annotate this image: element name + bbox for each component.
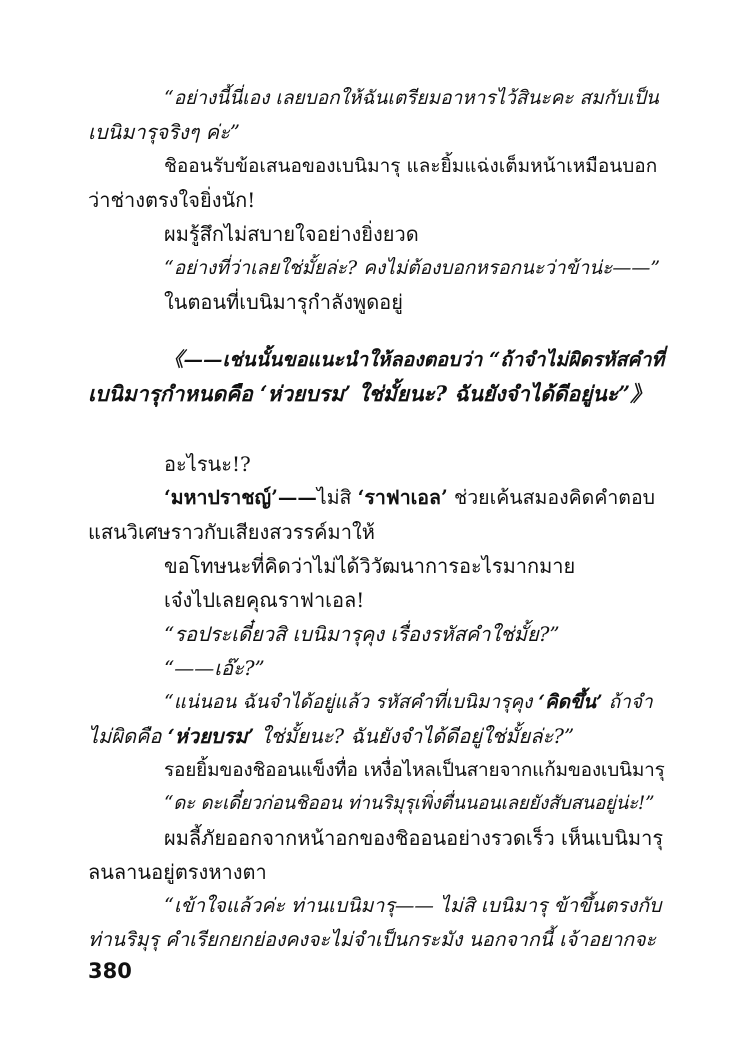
text-line-16: “——เอ๊ะ?” [164,656,265,680]
text-line-15: “รอประเดี๋ยวสิ เบนิมารุคุง เรื่องรหัสคำใช่มั้ย?” [164,622,560,646]
text-line-22: ลนลานอยู่ตรงหางตา [88,860,267,884]
text-line-6: “อย่างที่ว่าเลยใช่มั้ยล่ะ? คงไม่ต้องบอกหรอกนะว่าข้าน่ะ——” [164,257,661,279]
text-of-course: “แน่นอน ฉันจำได้อยู่แล้ว รหัสคำที่เบนิมารุคุง [164,691,533,713]
text-not: ไม่สิ [316,486,352,509]
bold-term-raphael: ‘ราฟาเอล’ [357,486,448,509]
text-not-wrong-is: ไม่ผิดคือ [88,724,162,748]
text-line-2: เบนิมารุจริงๆ ค่ะ” [88,120,241,144]
text-line-24: ท่านริมุรุ คำเรียกยกย่องคงจะไม่จำเป็นกระมัง นอกจากนี้ เจ้าอยากจะ [88,928,656,951]
text-if-remember: ถ้าจำ [608,691,653,713]
text-line-13: ขอโทษนะที่คิดว่าไม่ได้วิวัฒนาการอะไรมากมาย [164,554,576,578]
text-line-23: “เข้าใจแล้วค่ะ ท่านเบนิมารุ—— ไม่สิ เบนิมารุ ข้าขึ้นตรงกับ [164,894,662,917]
text-right: ใช่มั้ยนะ? ฉันยังจำได้ดีอยู่ใช่มั้ยล่ะ?” [260,724,575,748]
text-line-18 [88,722,574,750]
text-line-21: ผมลี้ภัยออกจากหน้าอกของชิออนอย่างรวดเร็ว เห็นเบนิมารุ [164,826,664,850]
text-line-17 [164,688,653,716]
raphael-message-line-2: เบนิมารุกำหนดคือ ‘ห่วยบรม’ ใช่มั้ยนะ? ฉันยังจำได้ดีอยู่นะ”》 [88,381,652,406]
text-line-3: ชิออนรับข้อเสนอของเบนิมารุ และยิ้มแฉ่งเต็มหน้าเหมือนบอก [164,155,658,177]
text-line-20: “ดะ ดะเดี๋ยวก่อนชิออน ท่านริมุรุเพิ่งตื่นนอนเลยยังสับสนอยู่น่ะ!” [164,793,655,814]
text-line-5: ผมรู้สึกไม่สบายใจอย่างยิ่งยวด [164,222,419,246]
text-line-14: เจ๋งไปเลยคุณราฟาเอล! [164,588,365,612]
text-line-11 [164,484,655,512]
text-line-4: ว่าช่างตรงใจยิ่งนัก! [88,188,256,212]
bold-term-kid-khuen: ‘คิดขึ้น’ [538,691,603,713]
raphael-message-line-1: 《——เช่นนั้นขอแนะนำให้ลองตอบว่า “ถ้าจำไม่ผิดรหัสคำที่ [164,348,665,371]
bold-term-huai-borom: ‘ห่วยบรม’ [167,724,255,748]
page-number: 380 [88,959,132,983]
text-line-7: ในตอนที่เบนิมารุกำลังพูดอยู่ [164,290,403,314]
text-line-1: “อย่างนี้นี่เอง เลยบอกให้ฉันเตรียมอาหารไว้สินะคะ สมกับเป็น [164,87,659,109]
text-line-10: อะไรนะ!? [164,452,251,476]
text-help-think: ช่วยเค้นสมองคิดคำตอบ [453,486,656,509]
text-line-12: แสนวิเศษราวกับเสียงสวรรค์มาให้ [88,520,375,544]
text-line-19: รอยยิ้มของชิออนแข็งทื่อ เหงื่อไหลเป็นสายจากแก้มของเบนิมารุ [164,759,665,781]
bold-term-maha-prajna: ‘มหาปราชญ์’—— [164,486,317,509]
